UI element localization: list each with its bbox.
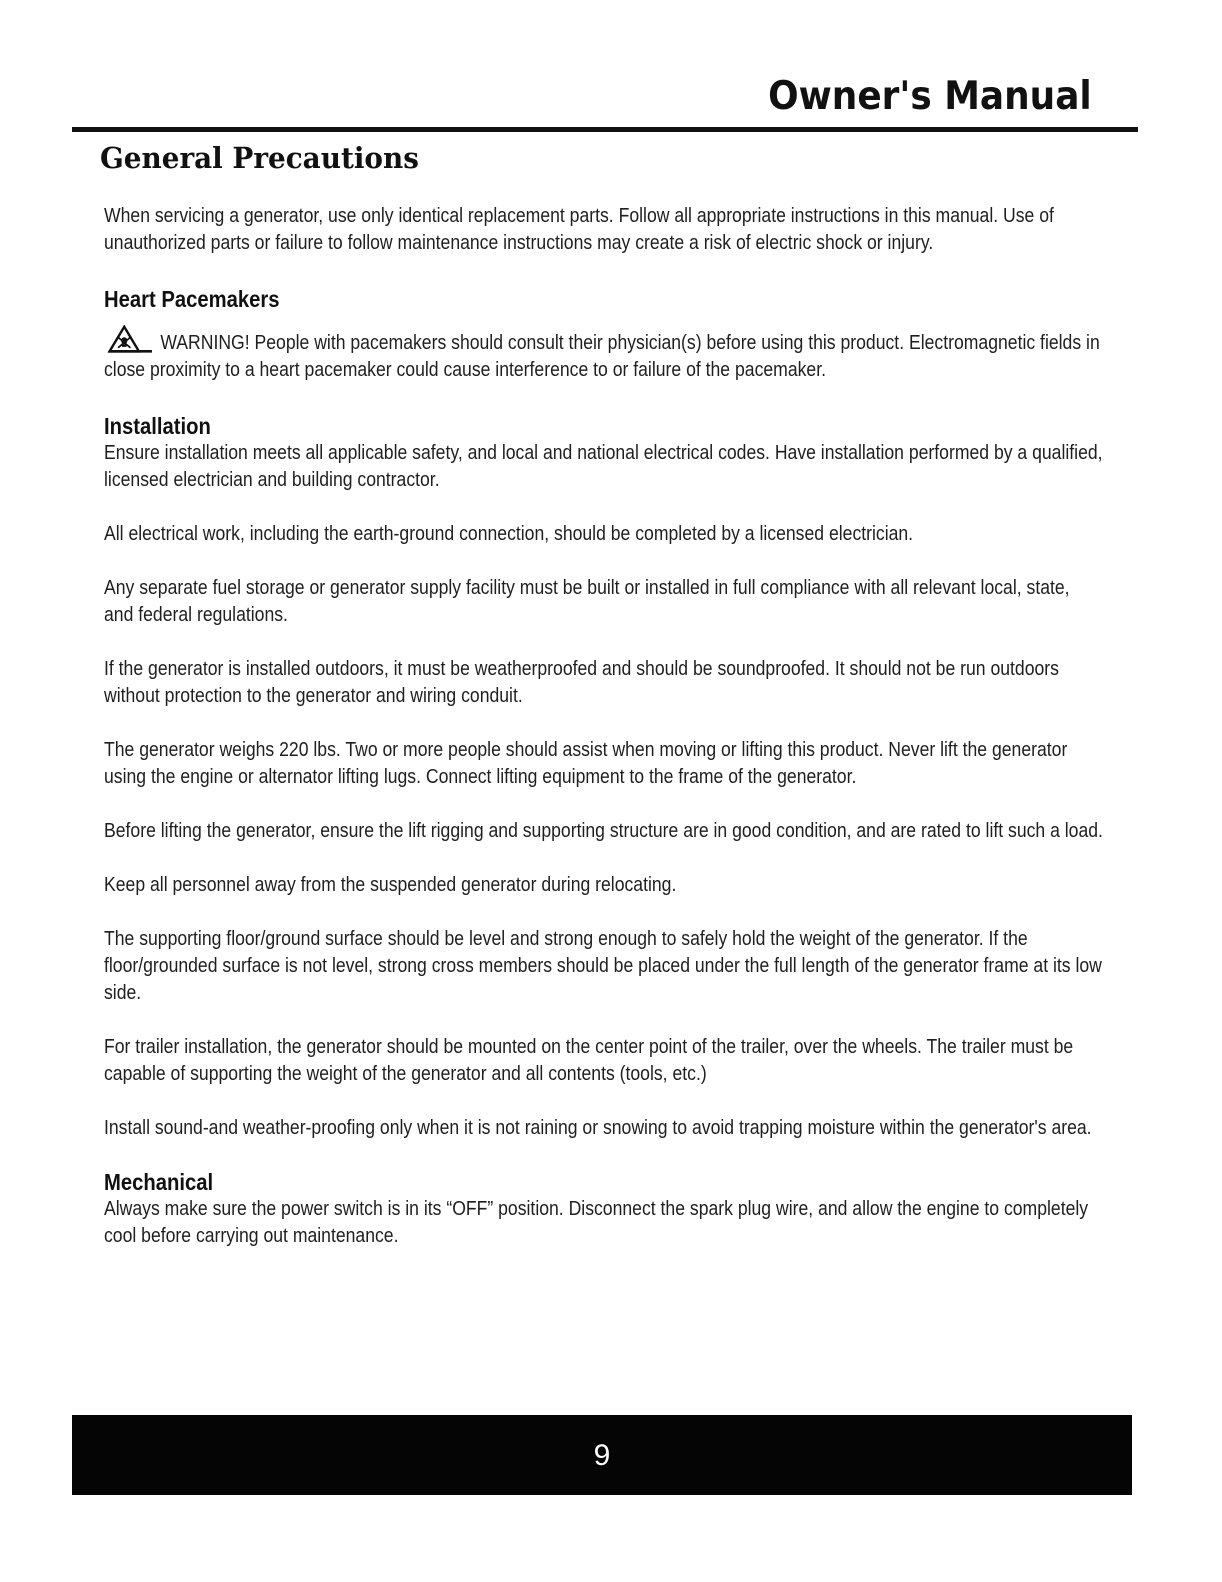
manual-title: Owner's Manual xyxy=(768,74,1092,119)
installation-paragraph: Any separate fuel storage or generator supply facility must be built or installed in full compliance with all relevant local, state, and federal regulations. xyxy=(104,577,1070,626)
section-title: General Precautions xyxy=(100,141,419,175)
installation-paragraph: The generator weighs 220 lbs. Two or more people should assist when moving or lifting this product. Never lift the generator using the engine or alternator lifting lugs. Connect lifting equipment to the frame of the generator. xyxy=(104,739,1068,788)
pacemaker-warning-text: WARNING! People with pacemakers should consult their physician(s) before using this product. Electromagnetic fields in close proximity to a heart pacemaker could cause interference to or failure of the pacemaker. xyxy=(104,332,1100,381)
footer-bar xyxy=(72,1415,1132,1495)
mechanical-paragraph: Always make sure the power switch is in its “OFF” position. Disconnect the spark plug wire, and allow the engine to completely cool before carrying out maintenance. xyxy=(104,1198,1089,1247)
installation-paragraph: Before lifting the generator, ensure the lift rigging and supporting structure are in good condition, and are rated to lift such a load. xyxy=(104,820,1103,842)
page-number: 9 xyxy=(593,1439,611,1472)
heading-mechanical: Mechanical xyxy=(104,1169,214,1195)
content-body xyxy=(104,203,1104,1250)
installation-paragraph: Install sound-and weather-proofing only when it is not raining or snowing to avoid trapping moisture within the generator's area. xyxy=(104,1117,1092,1139)
heading-installation: Installation xyxy=(104,413,211,439)
header-divider xyxy=(72,127,1138,132)
warning-triangle-icon xyxy=(104,325,157,353)
pacemaker-warning xyxy=(104,325,1104,384)
installation-paragraph: For trailer installation, the generator should be mounted on the center point of the trailer, over the wheels. The trailer must be capable of supporting the weight of the generator and all contents (tools, etc.) xyxy=(104,1036,1074,1085)
installation-paragraph: The supporting floor/ground surface should be level and strong enough to safely hold the weight of the generator. If the floor/grounded surface is not level, strong cross members should be placed under the full length of the generator frame at its low side. xyxy=(104,928,1102,1004)
intro-paragraph: When servicing a generator, use only identical replacement parts. Follow all appropriate instructions in this manual. Use of unauthorized parts or failure to follow maintenance instructions may create a risk of electric shock or injury. xyxy=(104,205,1054,254)
pacemaker-warning-paragraph xyxy=(104,325,1104,384)
heading-heart-pacemakers: Heart Pacemakers xyxy=(104,286,280,312)
installation-paragraph: If the generator is installed outdoors, it must be weatherproofed and should be soundproofed. It should not be run outdoors without protection to the generator and wiring conduit. xyxy=(104,658,1059,707)
installation-paragraph: Ensure installation meets all applicable safety, and local and national electrical codes. Have installation performed by a qualified, licensed electrician and building contractor. xyxy=(104,442,1103,491)
installation-paragraph: Keep all personnel away from the suspended generator during relocating. xyxy=(104,874,677,896)
installation-paragraph: All electrical work, including the earth-ground connection, should be completed by a licensed electrician. xyxy=(104,523,914,545)
